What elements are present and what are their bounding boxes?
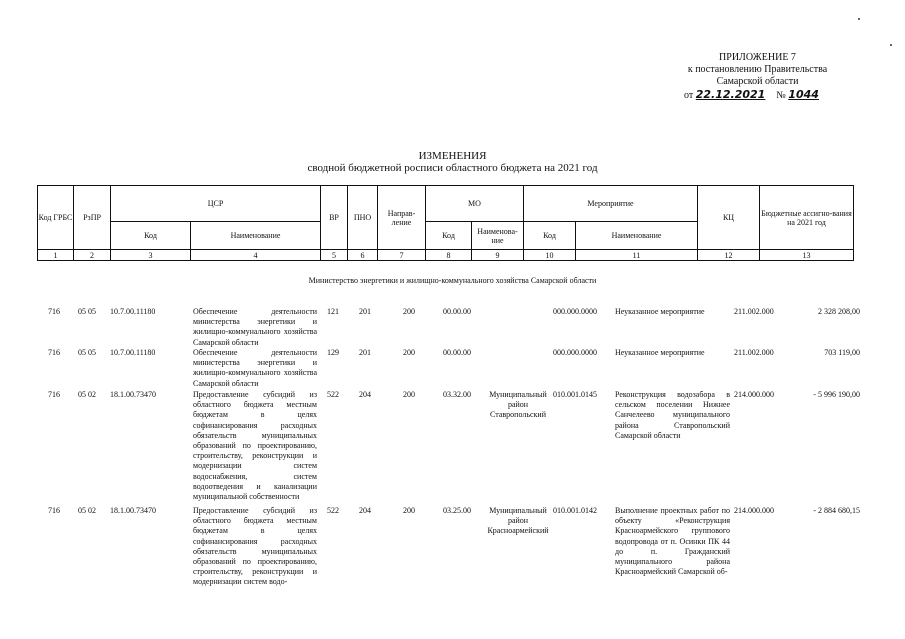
header-mo-code: Код: [426, 222, 472, 250]
amount-cell: - 5 996 190,00: [813, 390, 860, 399]
event-name-cell: Неуказанное мероприятие: [615, 348, 705, 357]
event-code-cell: 000.000.0000: [553, 307, 597, 316]
mo-code-cell: 00.00.00: [443, 307, 471, 316]
col-number: 10: [524, 250, 576, 261]
rzpr-cell: 05 05: [78, 348, 96, 357]
scan-speck: [890, 44, 892, 46]
date-prefix: от: [684, 90, 694, 101]
mo-code-cell: 00.00.00: [443, 348, 471, 357]
date-value: 22.12.2021: [695, 88, 766, 101]
header-mo-name: Наименова-ние: [472, 222, 524, 250]
csr-name-cell: Обеспечение деятельности министерства энергетики и жилищно-коммунального хозяйства Самарской области: [193, 348, 317, 388]
vr-cell: 522: [327, 390, 339, 399]
col-number: 12: [698, 250, 760, 261]
grbs-cell: 716: [48, 506, 60, 515]
col-number: 9: [472, 250, 524, 261]
csr-code-cell: 10.7.00.11180: [110, 348, 156, 357]
mo-code-cell: 03.25.00: [443, 506, 471, 515]
kc-cell: 211.002.000: [734, 348, 774, 357]
csr-name-cell: Предоставление субсидий из областного бюджета местным бюджетам в целях софинансирования расходных обязательств муниципальных образований по проектированию, строительству, реконструкции и модернизации систем водоснабжения, систем водоотведения и канализации муниципальной собственности: [193, 390, 317, 502]
csr-name-cell: Предоставление субсидий из областного бюджета местным бюджетам в целях софинансирования расходных обязательств муниципальных образований по проектированию, строительству, реконструкции и модернизации систем водо-: [193, 506, 317, 587]
vr-cell: 522: [327, 506, 339, 515]
num-prefix: №: [776, 90, 786, 101]
mo-name-cell: Муниципальный район Красноармейский: [487, 506, 549, 536]
col-number: 7: [378, 250, 426, 261]
doc-title-line1: ИЗМЕНЕНИЯ: [418, 150, 487, 162]
header-event-code: Код: [524, 222, 576, 250]
header-column-numbers: [38, 250, 854, 261]
ministry-heading: Министерство энергетики и жилищно-коммунального хозяйства Самарской области: [308, 276, 597, 285]
kc-cell: 211.002.000: [734, 307, 774, 316]
col-number: 1: [38, 250, 74, 261]
event-code-cell: 010.001.0142: [553, 506, 597, 515]
doc-title: [0, 150, 905, 174]
pno-cell: 204: [359, 390, 371, 399]
csr-code-cell: 18.1.00.73470: [110, 506, 156, 515]
event-name-cell: Реконструкция водозабора в сельском поселении Нижнее Санчелеево муниципального района Ставропольский Самарской области: [615, 390, 730, 440]
header-direction: Направ-ление: [378, 186, 426, 250]
col-number: 6: [348, 250, 378, 261]
direction-cell: 200: [403, 348, 415, 357]
appendix-date-line: [684, 88, 832, 101]
col-number: 3: [111, 250, 191, 261]
event-code-cell: 000.000.0000: [553, 348, 597, 357]
csr-code-cell: 10.7.00.11180: [110, 307, 156, 316]
header-budget: Бюджетные ассигно-вания на 2021 год: [760, 186, 854, 250]
scan-speck: [858, 18, 860, 20]
direction-cell: 200: [403, 307, 415, 316]
col-number: 4: [191, 250, 321, 261]
event-name-cell: Выполнение проектных работ по объекту «Реконструкция Красноармейского группового водопровода от п. Осинки ПК 44 до п. Гражданский муниципального района Красноармейский Самарской об-: [615, 506, 730, 577]
header-grbs: Код ГРБС: [38, 186, 74, 250]
vr-cell: 121: [327, 307, 339, 316]
mo-name-cell: Муниципальный район Ставропольский: [489, 390, 547, 420]
header-csr-code: Код: [111, 222, 191, 250]
num-value: 1044: [788, 88, 819, 101]
csr-code-cell: 18.1.00.73470: [110, 390, 156, 399]
appendix-block: [670, 52, 845, 88]
amount-cell: 703 119,00: [824, 348, 860, 357]
appendix-line1: к постановлению Правительства: [687, 64, 828, 75]
col-number: 13: [760, 250, 854, 261]
direction-cell: 200: [403, 390, 415, 399]
header-csr-name: Наименование: [191, 222, 321, 250]
header-csr: ЦСР: [111, 186, 321, 222]
rzpr-cell: 05 02: [78, 390, 96, 399]
event-code-cell: 010.001.0145: [553, 390, 597, 399]
pno-cell: 201: [359, 348, 371, 357]
appendix-line2: Самарской области: [716, 76, 799, 87]
kc-cell: 214.000.000: [734, 506, 774, 515]
csr-name-cell: Обеспечение деятельности министерства энергетики и жилищно-коммунального хозяйства Самарской области: [193, 307, 317, 347]
header-pno: ПНО: [348, 186, 378, 250]
budget-table-header: [37, 185, 854, 261]
direction-cell: 200: [403, 506, 415, 515]
pno-cell: 204: [359, 506, 371, 515]
appendix-title: ПРИЛОЖЕНИЕ 7: [719, 52, 796, 63]
rzpr-cell: 05 02: [78, 506, 96, 515]
header-kc: КЦ: [698, 186, 760, 250]
header-event-name: Наименование: [576, 222, 698, 250]
grbs-cell: 716: [48, 348, 60, 357]
rzpr-cell: 05 05: [78, 307, 96, 316]
col-number: 11: [576, 250, 698, 261]
grbs-cell: 716: [48, 390, 60, 399]
col-number: 5: [321, 250, 348, 261]
col-number: 2: [74, 250, 111, 261]
header-vr: ВР: [321, 186, 348, 250]
col-number: 8: [426, 250, 472, 261]
grbs-cell: 716: [48, 307, 60, 316]
pno-cell: 201: [359, 307, 371, 316]
kc-cell: 214.000.000: [734, 390, 774, 399]
doc-title-line2: сводной бюджетной росписи областного бюджета на 2021 год: [307, 162, 598, 174]
amount-cell: 2 328 208,00: [818, 307, 860, 316]
header-rzpr: РзПР: [74, 186, 111, 250]
amount-cell: - 2 884 680,15: [813, 506, 860, 515]
event-name-cell: Неуказанное мероприятие: [615, 307, 705, 316]
vr-cell: 129: [327, 348, 339, 357]
header-event: Мероприятие: [524, 186, 698, 222]
header-mo: МО: [426, 186, 524, 222]
mo-code-cell: 03.32.00: [443, 390, 471, 399]
